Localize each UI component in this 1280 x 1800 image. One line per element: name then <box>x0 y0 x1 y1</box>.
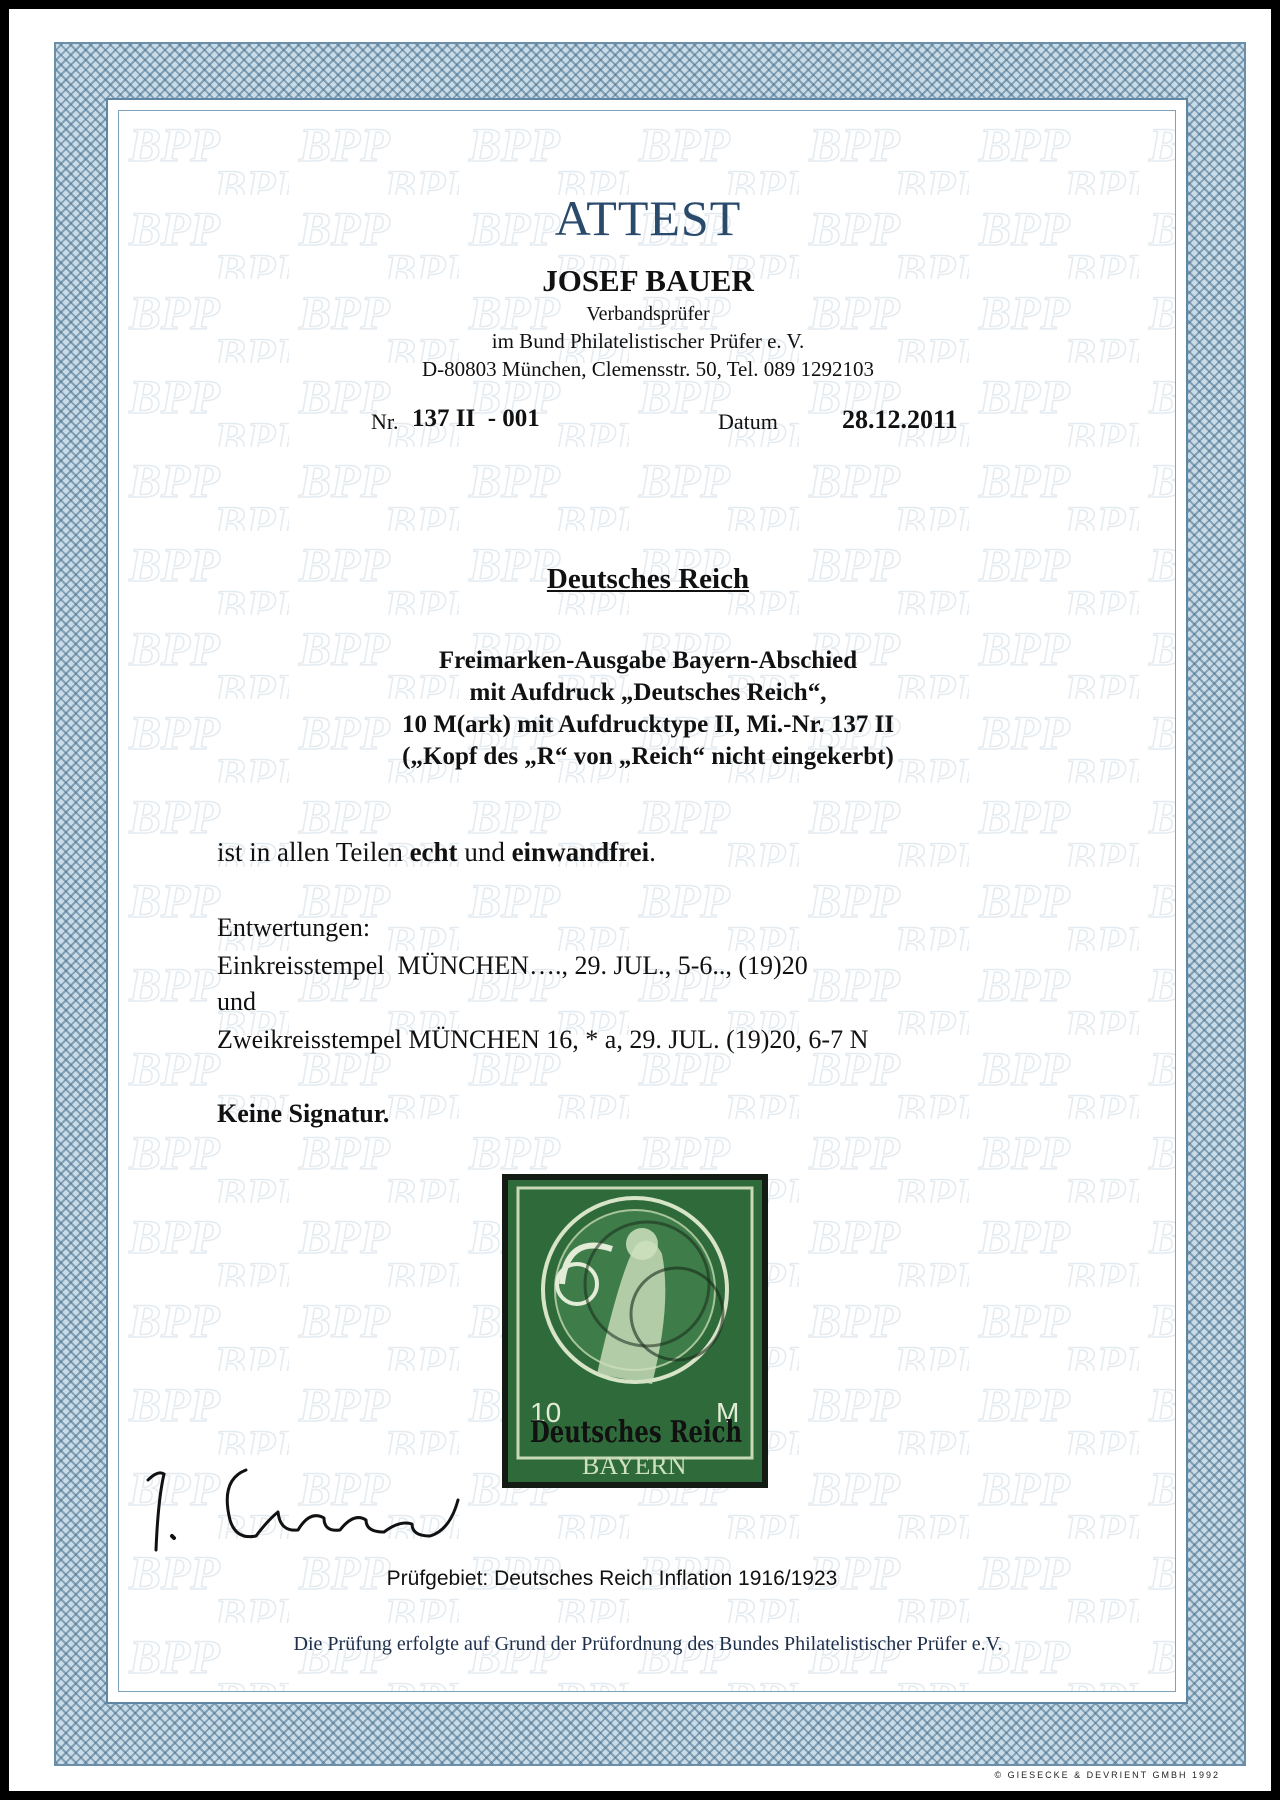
examiner-address: D-80803 München, Clemensstr. 50, Tel. 089 1292103 <box>422 357 874 381</box>
description-line-3: 10 M(ark) mit Aufdrucktype II, Mi.-Nr. 137 II <box>401 711 895 738</box>
examiner-name: JOSEF BAUER <box>542 263 754 298</box>
footer-regulation: Die Prüfung erfolgte auf Grund der Prüfordnung des Bundes Philatelistischer Prüfer e.V. <box>293 1633 1003 1655</box>
verdict-faultless: einwandfrei <box>511 837 650 867</box>
verdict-genuine: echt <box>409 837 458 867</box>
stamp-value-numeral: 10 <box>530 1397 562 1428</box>
cancellation-line-1: Einkreisstempel MÜNCHEN…., 29. JUL., 5-6.., (19)20 <box>217 951 808 980</box>
date-label: Datum <box>718 409 778 434</box>
number-label: Nr. <box>371 409 399 434</box>
verdict-line: ist in allen Teilen echt und einwandfrei. <box>217 837 656 867</box>
printer-copyright: © GIESECKE & DEVRIENT GMBH 1992 <box>994 1770 1220 1780</box>
certificate-title: ATTEST <box>554 190 742 246</box>
association-name: im Bund Philatelistischer Prüfer e. V. <box>491 329 805 353</box>
stamp-country: BAYERN <box>582 1451 687 1480</box>
stamp-value-unit: M <box>716 1397 740 1428</box>
stamp-overprint: Deutsches Reich <box>530 1415 743 1450</box>
description-line-2: mit Aufdruck „Deutsches Reich“, <box>469 679 827 706</box>
signature-note: Keine Signatur. <box>217 1099 390 1128</box>
section-heading: Deutsches Reich <box>546 563 750 595</box>
postage-stamp-image <box>502 1174 768 1488</box>
description-line-4: („Kopf des „R“ von „Reich“ nicht eingekerbt) <box>402 743 894 770</box>
cancellation-line-2: und <box>217 987 256 1016</box>
cancellations-label: Entwertungen: <box>217 913 371 942</box>
exam-area: Prüfgebiet: Deutsches Reich Inflation 1916/1923 <box>386 1567 838 1590</box>
certificate-date: 28.12.2011 <box>842 405 958 434</box>
cancellation-line-3: Zweikreisstempel MÜNCHEN 16, * a, 29. JUL. (19)20, 6-7 N <box>217 1025 869 1054</box>
examiner-signature <box>128 1440 508 1570</box>
examiner-role: Verbandsprüfer <box>586 303 710 325</box>
description-line-1: Freimarken-Ausgabe Bayern-Abschied <box>438 647 858 674</box>
certificate-number: 137 II - 001 <box>412 405 540 432</box>
